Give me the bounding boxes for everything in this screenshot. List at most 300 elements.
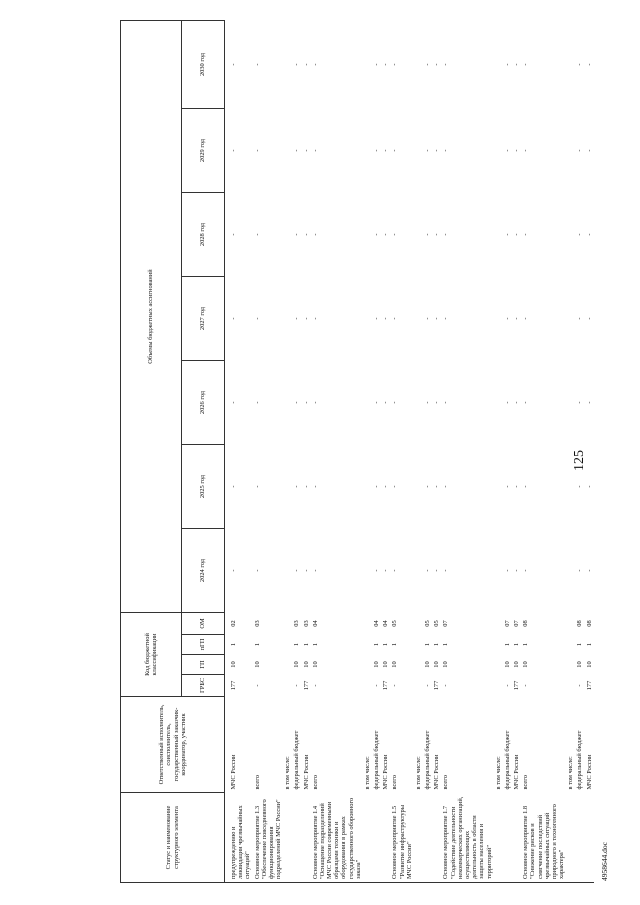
row-gp: 10: [293, 661, 301, 668]
row-executor: федеральный бюджет: [424, 730, 432, 790]
row-volume-2024: -: [424, 569, 432, 572]
row-gp: [414, 655, 423, 675]
row-volume-2025: [414, 445, 423, 529]
row-volume-2027: -: [503, 317, 511, 320]
row-pgp: 1: [391, 642, 399, 647]
row-volume-2028: [494, 193, 503, 277]
row-volume-2024: [566, 529, 575, 613]
header-pgp: пГП: [182, 635, 225, 655]
row-executor: МЧС России: [433, 754, 441, 790]
row-executor: МЧС России: [302, 754, 310, 790]
row-om: [566, 613, 575, 635]
row-gp: 10: [382, 661, 390, 668]
row-executor: всего: [442, 775, 450, 790]
row-om: 04: [382, 620, 390, 627]
row-executor: федеральный бюджет: [373, 730, 381, 790]
row-gp: 10: [522, 661, 530, 668]
row-volume-2025: -: [302, 485, 310, 488]
row-volume-2027: -: [442, 317, 450, 320]
row-om: 08: [585, 620, 593, 627]
table-row: [423, 20, 432, 882]
header-year-2027: 2027 год: [182, 277, 225, 361]
row-volume-2028: -: [391, 233, 399, 236]
row-volume-2028: [414, 193, 423, 277]
row-volume-2026: -: [391, 401, 399, 404]
row-volume-2030: -: [293, 63, 301, 66]
document-id: 4958644.doc: [600, 842, 609, 881]
row-name: [372, 793, 381, 883]
row-volume-2025: [363, 445, 372, 529]
row-volume-2028: [363, 193, 372, 277]
row-executor: в том числе:: [494, 756, 502, 790]
row-volume-2029: -: [585, 149, 593, 152]
row-volume-2028: -: [585, 233, 593, 236]
row-gp: 10: [433, 661, 441, 668]
row-pgp: 1: [293, 642, 301, 647]
row-volume-2024: -: [522, 569, 530, 572]
row-volume-2024: -: [302, 569, 310, 572]
row-volume-2024: -: [585, 569, 593, 572]
row-executor: всего: [391, 775, 399, 790]
page-number: 125: [572, 450, 587, 471]
row-volume-2027: [283, 277, 292, 361]
row-pgp: 1: [253, 642, 261, 647]
row-grbs: -: [503, 684, 511, 687]
row-name: [414, 793, 423, 883]
row-pgp: 1: [503, 642, 511, 647]
row-volume-2028: -: [576, 233, 584, 236]
row-gp: 10: [253, 661, 261, 668]
row-executor: федеральный бюджет: [293, 730, 301, 790]
row-volume-2029: [363, 109, 372, 193]
row-volume-2030: [363, 20, 372, 108]
header-grbs: ГРБС: [182, 675, 225, 697]
row-volume-2030: -: [442, 63, 450, 66]
row-executor: МЧС России: [382, 754, 390, 790]
row-om: 04: [311, 620, 319, 627]
row-volume-2026: -: [503, 401, 511, 404]
row-volume-2027: [566, 277, 575, 361]
row-om: 05: [424, 620, 432, 627]
table-row: [512, 20, 521, 882]
row-volume-2028: -: [424, 233, 432, 236]
row-volume-2026: -: [442, 401, 450, 404]
row-volume-2030: -: [311, 63, 319, 66]
table-row: [302, 20, 311, 882]
row-volume-2026: -: [373, 401, 381, 404]
row-grbs: -: [311, 684, 319, 687]
row-gp: [494, 655, 503, 675]
table-body: [225, 20, 594, 882]
row-grbs: -: [442, 684, 450, 687]
row-volume-2029: -: [522, 149, 530, 152]
row-volume-2030: -: [230, 63, 237, 66]
header-kbk: Код бюджетной классификации: [121, 613, 182, 697]
row-volume-2029: -: [230, 149, 237, 152]
row-volume-2026: [414, 361, 423, 445]
table-row: [494, 20, 503, 882]
row-pgp: 1: [311, 642, 319, 647]
row-executor: всего: [311, 775, 319, 790]
row-name: [363, 793, 372, 883]
table-row: [566, 20, 575, 882]
row-executor: федеральный бюджет: [576, 730, 584, 790]
row-volume-2030: -: [585, 63, 593, 66]
row-executor: в том числе:: [567, 756, 575, 790]
row-volume-2024: -: [513, 569, 521, 572]
table-row: [575, 20, 584, 882]
row-om: 04: [373, 620, 381, 627]
row-name: [423, 793, 432, 883]
row-volume-2030: -: [522, 63, 530, 66]
row-name: [566, 793, 575, 883]
row-volume-2024: -: [253, 569, 261, 572]
row-executor: МЧС России: [230, 754, 237, 790]
row-gp: [363, 655, 372, 675]
row-grbs: [363, 675, 372, 697]
row-volume-2026: -: [433, 401, 441, 404]
row-grbs: -: [293, 684, 301, 687]
row-name: [381, 793, 390, 883]
header-year-2030: 2030 год: [182, 20, 225, 108]
row-om: 05: [391, 620, 399, 627]
header-status: Статус и наименование структурного элемента: [121, 793, 225, 883]
table-row: [521, 20, 566, 882]
header-gp: ГП: [182, 655, 225, 675]
row-executor: федеральный бюджет: [503, 730, 511, 790]
header-executor: Ответственный исполнитель, соисполнитель, государственный заказчик-координатор, участник: [121, 697, 225, 793]
row-name: [512, 793, 521, 883]
row-volume-2027: -: [382, 317, 390, 320]
row-volume-2029: [494, 109, 503, 193]
row-gp: [283, 655, 292, 675]
row-volume-2026: -: [576, 401, 584, 404]
row-volume-2025: [494, 445, 503, 529]
table-row: [585, 20, 594, 882]
row-volume-2030: -: [503, 63, 511, 66]
row-pgp: [363, 635, 372, 655]
row-pgp: [494, 635, 503, 655]
row-volume-2028: -: [311, 233, 319, 236]
header-om: ОМ: [182, 613, 225, 635]
row-volume-2027: -: [311, 317, 319, 320]
row-name: [503, 793, 512, 883]
row-volume-2026: -: [230, 401, 237, 404]
row-volume-2028: -: [253, 233, 261, 236]
row-volume-2028: -: [230, 233, 237, 236]
row-volume-2030: -: [302, 63, 310, 66]
table-row: [292, 20, 301, 882]
row-volume-2027: -: [373, 317, 381, 320]
row-volume-2027: -: [513, 317, 521, 320]
row-volume-2024: -: [391, 569, 399, 572]
row-om: 07: [513, 620, 521, 627]
table-row: [225, 20, 253, 882]
row-volume-2029: [414, 109, 423, 193]
row-pgp: 1: [442, 642, 450, 647]
row-pgp: 1: [424, 642, 432, 647]
row-volume-2029: -: [311, 149, 319, 152]
row-volume-2027: -: [302, 317, 310, 320]
row-volume-2024: -: [503, 569, 511, 572]
row-om: [363, 613, 372, 635]
row-volume-2026: [363, 361, 372, 445]
row-volume-2028: [566, 193, 575, 277]
row-name: [585, 793, 594, 883]
row-volume-2025: [566, 445, 575, 529]
row-volume-2025: -: [373, 485, 381, 488]
row-volume-2027: -: [576, 317, 584, 320]
row-grbs: -: [373, 684, 381, 687]
row-pgp: [414, 635, 423, 655]
row-om: 08: [576, 620, 584, 627]
row-gp: 10: [585, 661, 593, 668]
table-row: [372, 20, 381, 882]
row-name: Основное мероприятие 1.3 "Обеспечение повседневного функционирования подразделений МЧС России": [253, 793, 284, 883]
row-volume-2029: -: [391, 149, 399, 152]
row-volume-2030: -: [424, 63, 432, 66]
row-volume-2024: -: [373, 569, 381, 572]
row-pgp: 1: [230, 642, 237, 647]
row-pgp: 1: [513, 642, 521, 647]
row-volume-2027: [494, 277, 503, 361]
row-gp: 10: [513, 661, 521, 668]
row-name: Основное мероприятие 1.4 "Оснащение подразделений МЧС России современными образцами техники и оборудования в рамках государственного оборонного заказа": [311, 793, 363, 883]
row-volume-2025: -: [433, 485, 441, 488]
row-executor: в том числе:: [363, 756, 371, 790]
row-volume-2030: -: [513, 63, 521, 66]
row-pgp: 1: [302, 642, 310, 647]
row-volume-2025: -: [513, 485, 521, 488]
row-volume-2026: -: [424, 401, 432, 404]
row-volume-2029: [283, 109, 292, 193]
row-volume-2025: -: [230, 485, 237, 488]
row-executor: МЧС России: [513, 754, 521, 790]
row-volume-2030: -: [373, 63, 381, 66]
row-gp: 10: [311, 661, 319, 668]
row-grbs: 177: [230, 680, 237, 691]
header-year-2025: 2025 год: [182, 445, 225, 529]
row-om: [494, 613, 503, 635]
header-volumes: Объемы бюджетных ассигнований: [121, 20, 182, 612]
row-name: [283, 793, 292, 883]
row-grbs: 177: [433, 680, 441, 691]
row-volume-2025: -: [442, 485, 450, 488]
row-volume-2026: -: [302, 401, 310, 404]
row-gp: 10: [373, 661, 381, 668]
row-volume-2024: -: [442, 569, 450, 572]
table-row: [432, 20, 441, 882]
row-pgp: 1: [576, 642, 584, 647]
row-name: Основное мероприятие 1.5 "Развитие инфраструктуры МЧС России": [390, 793, 414, 883]
row-grbs: [414, 675, 423, 697]
row-volume-2025: -: [424, 485, 432, 488]
row-volume-2027: -: [522, 317, 530, 320]
row-volume-2026: -: [522, 401, 530, 404]
row-volume-2027: -: [230, 317, 237, 320]
row-om: 08: [522, 620, 530, 627]
row-volume-2026: -: [585, 401, 593, 404]
row-gp: 10: [576, 661, 584, 668]
row-volume-2026: -: [513, 401, 521, 404]
row-name: [575, 793, 584, 883]
row-volume-2024: [494, 529, 503, 613]
row-pgp: [283, 635, 292, 655]
row-volume-2029: -: [253, 149, 261, 152]
row-volume-2027: -: [253, 317, 261, 320]
row-om: [414, 613, 423, 635]
row-volume-2029: -: [442, 149, 450, 152]
row-volume-2029: -: [302, 149, 310, 152]
row-grbs: [494, 675, 503, 697]
row-gp: 10: [391, 661, 399, 668]
row-volume-2028: -: [513, 233, 521, 236]
row-volume-2027: -: [293, 317, 301, 320]
row-executor: всего: [522, 775, 530, 790]
row-volume-2028: -: [293, 233, 301, 236]
table-row: [503, 20, 512, 882]
row-om: 03: [253, 620, 261, 627]
row-volume-2025: -: [391, 485, 399, 488]
row-volume-2027: [414, 277, 423, 361]
table-row: [441, 20, 493, 882]
row-volume-2024: [414, 529, 423, 613]
row-volume-2026: -: [382, 401, 390, 404]
row-pgp: 1: [522, 642, 530, 647]
row-volume-2030: -: [391, 63, 399, 66]
row-volume-2030: [566, 20, 575, 108]
row-volume-2029: -: [513, 149, 521, 152]
table-row: [414, 20, 423, 882]
row-grbs: [566, 675, 575, 697]
row-volume-2029: -: [433, 149, 441, 152]
header-year-2026: 2026 год: [182, 361, 225, 445]
row-volume-2029: -: [293, 149, 301, 152]
row-om: 07: [503, 620, 511, 627]
table-row: [311, 20, 363, 882]
row-grbs: 177: [302, 680, 310, 691]
row-volume-2028: -: [503, 233, 511, 236]
row-grbs: 177: [513, 680, 521, 691]
header-year-2028: 2028 год: [182, 193, 225, 277]
row-volume-2025: -: [585, 485, 593, 488]
row-volume-2030: [414, 20, 423, 108]
row-grbs: -: [253, 684, 261, 687]
row-executor: МЧС России: [585, 754, 593, 790]
row-name: [292, 793, 301, 883]
row-gp: 10: [442, 661, 450, 668]
row-volume-2024: -: [576, 569, 584, 572]
row-om: 02: [230, 620, 237, 627]
row-volume-2025: -: [293, 485, 301, 488]
row-volume-2030: -: [382, 63, 390, 66]
row-pgp: 1: [382, 642, 390, 647]
row-gp: 10: [503, 661, 511, 668]
table-row: [390, 20, 414, 882]
row-volume-2028: -: [522, 233, 530, 236]
row-volume-2024: -: [382, 569, 390, 572]
row-volume-2025: -: [503, 485, 511, 488]
row-volume-2024: [363, 529, 372, 613]
row-volume-2027: [363, 277, 372, 361]
budget-table: [120, 20, 594, 883]
row-volume-2027: -: [433, 317, 441, 320]
row-volume-2025: -: [576, 485, 584, 488]
row-executor: всего: [253, 775, 261, 790]
row-volume-2026: [283, 361, 292, 445]
row-volume-2025: -: [311, 485, 319, 488]
row-pgp: [566, 635, 575, 655]
row-volume-2027: -: [391, 317, 399, 320]
row-gp: 10: [302, 661, 310, 668]
row-grbs: -: [522, 684, 530, 687]
row-volume-2029: -: [576, 149, 584, 152]
row-name: [432, 793, 441, 883]
row-volume-2025: -: [382, 485, 390, 488]
table-row: [363, 20, 372, 882]
row-grbs: -: [391, 684, 399, 687]
row-volume-2028: [283, 193, 292, 277]
row-name: [494, 793, 503, 883]
row-volume-2029: -: [424, 149, 432, 152]
header-year-2024: 2024 год: [182, 529, 225, 613]
row-executor: в том числе:: [414, 756, 422, 790]
row-pgp: 1: [585, 642, 593, 647]
row-executor: в том числе:: [284, 756, 292, 790]
row-volume-2030: -: [253, 63, 261, 66]
row-volume-2025: -: [253, 485, 261, 488]
row-volume-2026: -: [293, 401, 301, 404]
row-grbs: [283, 675, 292, 697]
row-volume-2030: [494, 20, 503, 108]
row-volume-2024: -: [293, 569, 301, 572]
row-pgp: 1: [433, 642, 441, 647]
table-row: [283, 20, 292, 882]
row-volume-2030: -: [576, 63, 584, 66]
header-year-2029: 2029 год: [182, 109, 225, 193]
row-name: Основное мероприятие 1.8 "Снижение рисков и смягчение последствий чрезвычайных ситуаций природного и техногенного характера": [521, 793, 566, 883]
row-volume-2024: -: [433, 569, 441, 572]
row-volume-2028: -: [382, 233, 390, 236]
row-volume-2026: -: [253, 401, 261, 404]
row-name: [302, 793, 311, 883]
row-om: 05: [433, 620, 441, 627]
row-om: 07: [442, 620, 450, 627]
row-volume-2030: [283, 20, 292, 108]
row-volume-2027: -: [585, 317, 593, 320]
row-name: Основное мероприятие 1.7 "Содействие деятельности некоммерческих организаций, осуществляющих деятельность в области защиты населения и территорий": [441, 793, 493, 883]
row-grbs: -: [424, 684, 432, 687]
row-om: 03: [302, 620, 310, 627]
row-volume-2026: [566, 361, 575, 445]
row-grbs: 177: [585, 680, 593, 691]
table-row: [253, 20, 284, 882]
row-volume-2028: -: [302, 233, 310, 236]
row-name: предупреждению и ликвидации чрезвычайных ситуаций": [225, 793, 253, 883]
row-gp: 10: [230, 661, 237, 668]
row-volume-2024: -: [230, 569, 237, 572]
row-gp: [566, 655, 575, 675]
row-volume-2026: [494, 361, 503, 445]
row-volume-2029: -: [373, 149, 381, 152]
row-grbs: 177: [382, 680, 390, 691]
row-volume-2029: -: [382, 149, 390, 152]
row-volume-2024: -: [311, 569, 319, 572]
row-volume-2028: -: [373, 233, 381, 236]
row-volume-2029: [566, 109, 575, 193]
row-gp: 10: [424, 661, 432, 668]
row-om: [283, 613, 292, 635]
